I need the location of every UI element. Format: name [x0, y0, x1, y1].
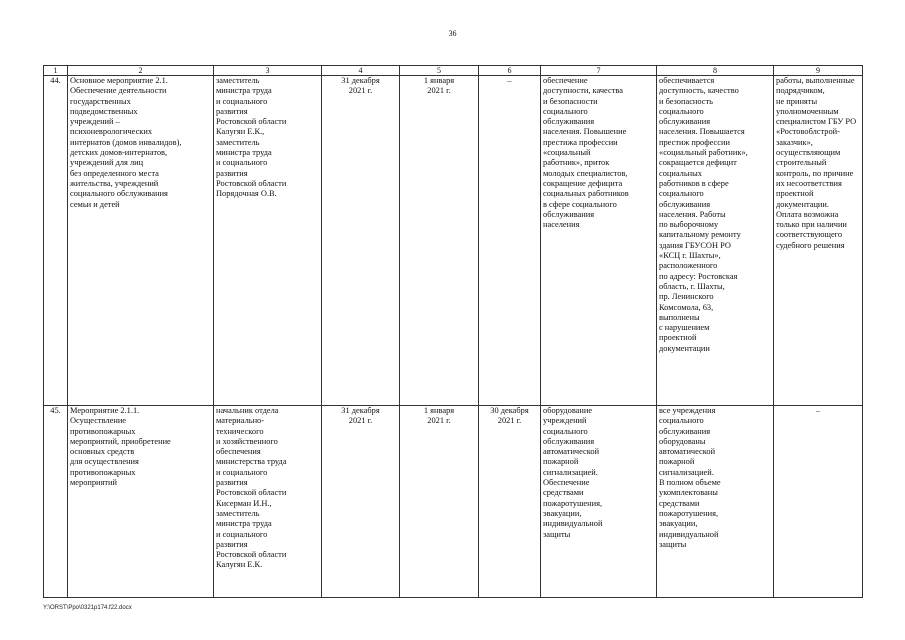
header-row [44, 66, 863, 76]
start-date-cell [322, 76, 400, 406]
row-number-text: 44. [50, 76, 61, 85]
row-number-text: 45. [50, 406, 61, 415]
end-fact-cell [479, 406, 541, 598]
row-number [44, 406, 68, 598]
responsible-cell [214, 76, 322, 406]
result-fact: все учреждения социального обслуживания оборудованы автоматической пожарной сигнализацией. В полном объеме укомплектованы средствами пожаротушения, эвакуации, индивидуальной защиты [659, 406, 721, 549]
table-row [44, 406, 863, 598]
end-plan-cell [400, 406, 479, 598]
end-date-fact: – [507, 76, 512, 85]
table-row [44, 76, 863, 406]
problems-cell [774, 406, 863, 598]
problems-text: – [815, 406, 821, 415]
column-header: 6 [479, 66, 541, 76]
column-header: 4 [322, 66, 400, 76]
end-date-fact: 30 декабря 2021 г. [490, 406, 529, 426]
end-plan-cell [400, 76, 479, 406]
start-date: 31 декабря 2021 г. [341, 76, 380, 96]
page-number: 36 [448, 29, 457, 38]
column-header: 5 [400, 66, 479, 76]
column-header: 2 [68, 66, 214, 76]
column-header: 8 [657, 66, 774, 76]
responsible-cell [214, 406, 322, 598]
row-number [44, 76, 68, 406]
result-fact-cell [657, 406, 774, 598]
start-date: 31 декабря 2021 г. [341, 406, 380, 426]
activity-name-cell [68, 76, 214, 406]
activity-name: Основное мероприятие 2.1. Обеспечение деятельности государственных подведомственных учреждений – психоневрологических интернатов (домов инвалидов), детских домов-интернатов, учреждений для лиц без определенного места жительства, учреждений социального обслуживания семьи и детей [70, 76, 182, 209]
activity-name-cell [68, 406, 214, 598]
result-fact-cell [657, 76, 774, 406]
column-header: 1 [44, 66, 68, 76]
result-plan-cell [541, 76, 657, 406]
document-file-path: Y:\ORST\Ppo\0321p174.f22.docx [43, 605, 132, 611]
end-date-plan: 1 января 2021 г. [423, 406, 455, 426]
result-plan: оборудование учреждений социального обслуживания автоматической пожарной сигнализацией. Обеспечение средствами пожаротушения, эвакуации, индивидуальной защиты [543, 406, 603, 539]
column-header: 9 [774, 66, 863, 76]
responsible-persons: заместитель министра труда и социального развития Ростовской области Калугян Е.К., заместитель министра труда и социального развития Ростовской области Порядочная О.В. [216, 76, 287, 199]
result-plan: обеспечение доступности, качества и безопасности социального обслуживания населения. Повышение престижа профессии «социальный работник», приток молодых специалистов, сокращение дефицита социальных работников в сфере социального обслуживания населения [543, 76, 629, 230]
problems-text: работы, выполненные подрядчиком, не приняты уполномоченным специалистом ГБУ РО «Ростовоблстрой- заказчик», осуществляющим строительный контроль, по причине их несоответствия проектной документации. Оплата возможна только при наличии соответствующего судебного решения [776, 76, 857, 250]
end-fact-cell [479, 76, 541, 406]
responsible-persons: начальник отдела материально- технического и хозяйственного обеспечения министерства труда и социального развития Ростовской области Кисерман И.Н., заместитель министра труда и социального развития Ростовской области Калугян Е.К. [216, 406, 287, 570]
program-table [43, 65, 863, 598]
end-date-plan: 1 января 2021 г. [423, 76, 455, 96]
result-plan-cell [541, 406, 657, 598]
start-date-cell [322, 406, 400, 598]
result-fact: обеспечивается доступность, качество и безопасность социального обслуживания населения. Повышается престиж профессии «социальный работник», сокращается дефицит социальных работников в сфере социального обслуживания населения. Работы по выборочному капитальному ремонту здания ГБУСОН РО «КСЦ г. Шахты», расположенного по адресу: Ростовская область, г. Шахты, пр. Ленинского Комсомола, 63, выполнены с нарушением проектной документации [659, 76, 748, 353]
activity-name: Мероприятие 2.1.1. Осуществление противопожарных мероприятий, приобретение основных средств для осуществления противопожарных мероприятий [70, 406, 171, 488]
column-header: 7 [541, 66, 657, 76]
column-header: 3 [214, 66, 322, 76]
problems-cell [774, 76, 863, 406]
